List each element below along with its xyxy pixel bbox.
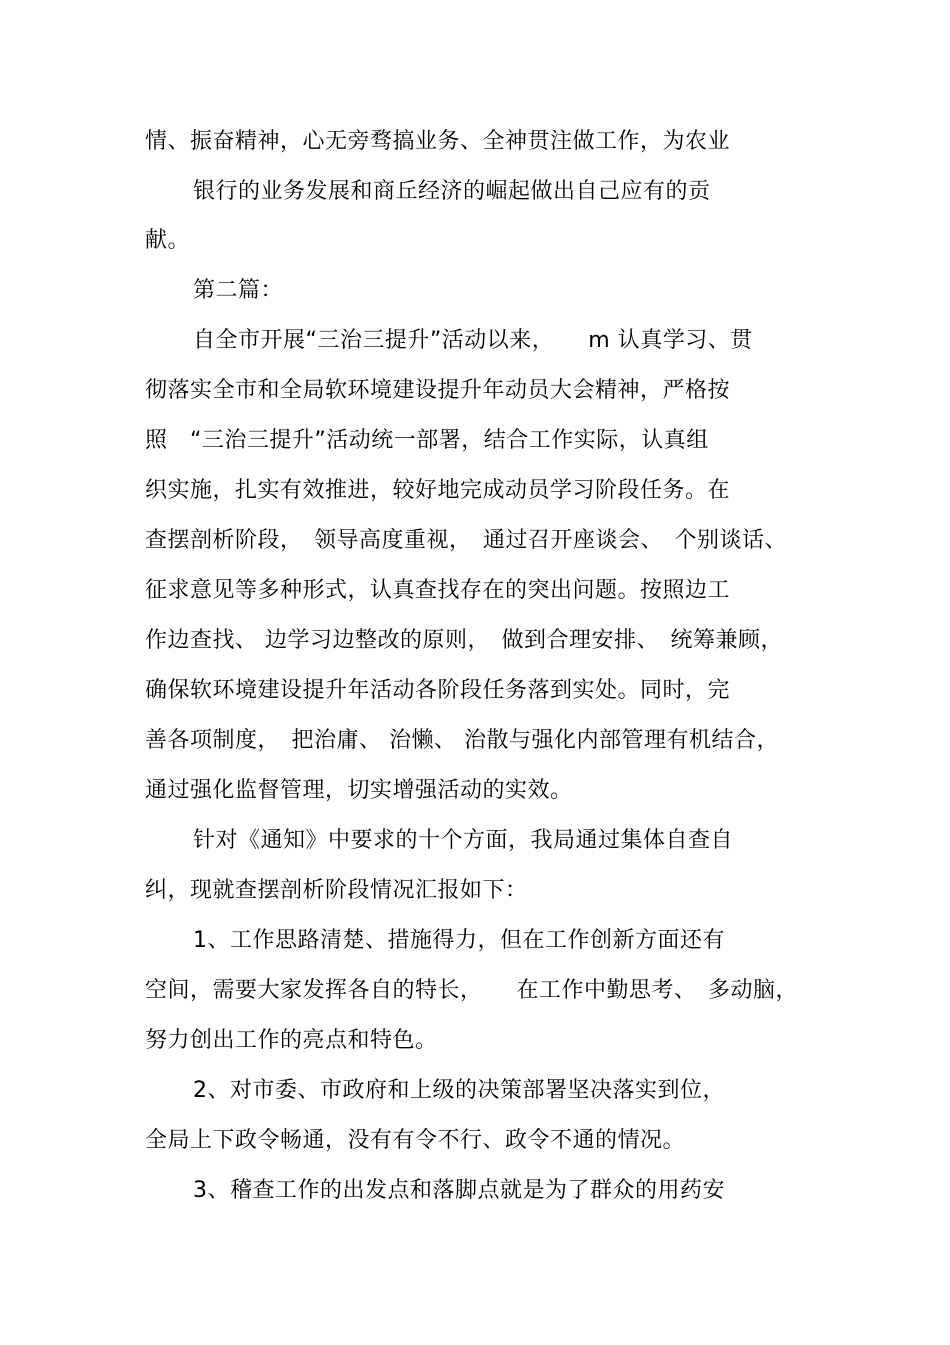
text-line: 征求意见等多种形式，认真查找存在的突出问题。按照边工 [145, 578, 731, 603]
text-line: 查摆剖析阶段， 领导高度重视， 通过召开座谈会、 个别谈话、 [145, 528, 788, 553]
text-line: 自全市开展“三治三提升”活动以来， m 认真学习、贯 [193, 328, 753, 353]
text-line: 空间，需要大家发挥各自的特长， 在工作中勤思考、 多动脑， [145, 978, 799, 1003]
text-line: 献。 [145, 228, 191, 253]
text-line: 情、振奋精神，心无旁骛搞业务、全神贯注做工作，为农业 [145, 129, 731, 154]
section-heading: 第二篇： [193, 278, 284, 303]
list-item: 2、对市委、市政府和上级的决策部署坚决落实到位， [193, 1078, 725, 1103]
list-item: 1、工作思路清楚、措施得力，但在工作创新方面还有 [193, 928, 725, 953]
text-line: 针对《通知》中要求的十个方面，我局通过集体自查自 [193, 828, 734, 853]
text-line: 织实施，扎实有效推进，较好地完成动员学习阶段任务。在 [145, 478, 731, 503]
text-line: 作边查找、 边学习边整改的原则， 做到合理安排、 统筹兼顾， [145, 628, 783, 653]
text-line: 善各项制度， 把治庸、 治懒、 治散与强化内部管理有机结合， [145, 728, 779, 753]
text-line: 银行的业务发展和商丘经济的崛起做出自己应有的贡 [193, 179, 711, 204]
text-line: 通过强化监督管理，切实增强活动的实效。 [145, 778, 573, 803]
text-line: 照 “三治三提升”活动统一部署，结合工作实际，认真组 [145, 428, 709, 453]
text-line: 纠，现就查摆剖析阶段情况汇报如下： [145, 878, 528, 903]
list-item: 3、稽查工作的出发点和落脚点就是为了群众的用药安 [193, 1178, 725, 1203]
text-line: 彻落实全市和全局软环境建设提升年动员大会精神，严格按 [145, 378, 731, 403]
text-line: 努力创出工作的亮点和特色。 [145, 1028, 438, 1053]
text-line: 确保软环境建设提升年活动各阶段任务落到实处。同时，完 [145, 678, 731, 703]
text-line: 全局上下政令畅通，没有有令不行、政令不通的情况。 [145, 1128, 686, 1153]
